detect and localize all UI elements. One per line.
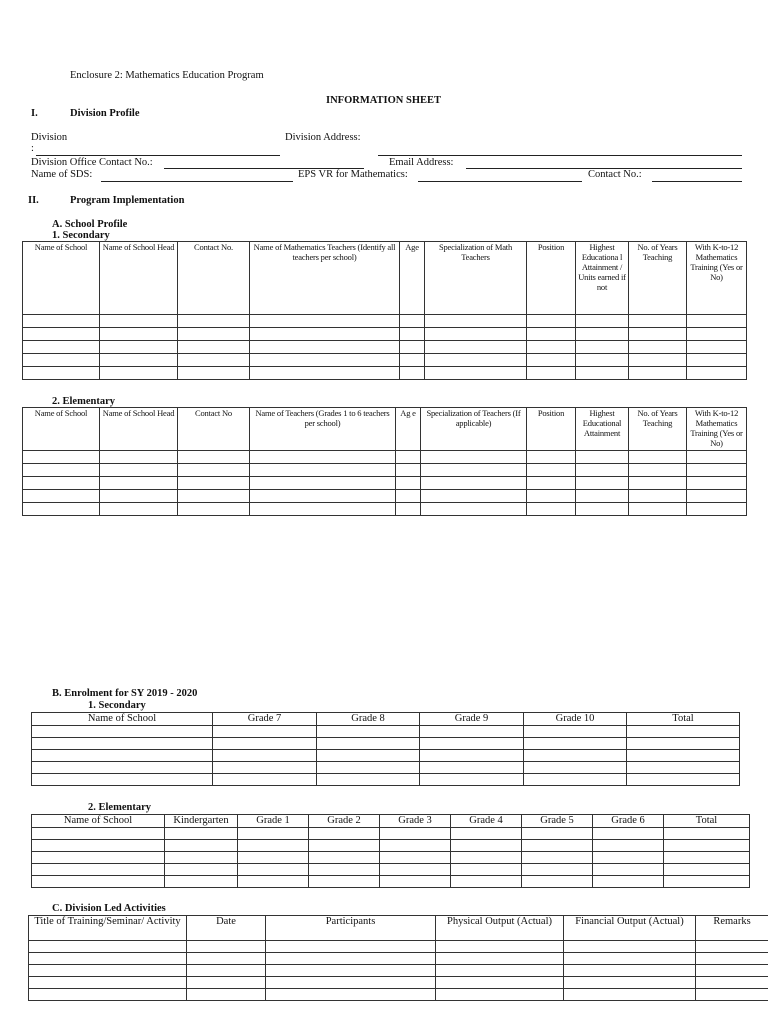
epsvr-label: EPS VR for Mathematics: <box>298 169 408 180</box>
contact-input-line[interactable] <box>652 181 742 182</box>
division-label: Division <box>31 132 68 143</box>
header-remarks: Remarks <box>696 916 768 941</box>
enrolment-elementary-table <box>31 814 750 888</box>
school-profile-title: A. School Profile <box>52 219 128 230</box>
header-k12-training: With K-to-12 Mathematics Training (Yes or No) <box>687 408 747 451</box>
table-row <box>23 451 747 464</box>
table-row <box>23 490 747 503</box>
header-physical-output: Physical Output (Actual) <box>436 916 564 941</box>
division-address-input-line[interactable] <box>378 155 742 156</box>
header-date: Date <box>187 916 266 941</box>
header-grade-4: Grade 4 <box>451 815 522 828</box>
header-grade-10: Grade 10 <box>524 713 627 726</box>
table-row <box>32 876 750 888</box>
header-grade-9: Grade 9 <box>420 713 524 726</box>
header-name-of-school: Name of School <box>23 242 100 315</box>
header-grade-5: Grade 5 <box>522 815 593 828</box>
enrolment-secondary-table <box>31 712 740 786</box>
header-highest-education: Highest Educational Attainment <box>576 408 629 451</box>
sds-input-line[interactable] <box>101 181 293 182</box>
enrolment-elementary-header-row <box>32 815 750 828</box>
header-age: Ag e <box>396 408 421 451</box>
table-row <box>32 864 750 876</box>
header-age: Age <box>400 242 425 315</box>
sds-label: Name of SDS: <box>31 169 93 180</box>
table-row <box>32 750 740 762</box>
table-row <box>23 315 747 328</box>
table-row <box>32 840 750 852</box>
header-grade-7: Grade 7 <box>213 713 317 726</box>
table-row <box>29 977 768 989</box>
epsvr-input-line[interactable] <box>418 181 582 182</box>
header-total: Total <box>627 713 740 726</box>
table-row <box>32 762 740 774</box>
office-contact-label: Division Office Contact No.: <box>31 157 153 168</box>
table-row <box>32 852 750 864</box>
activities-title: C. Division Led Activities <box>52 903 166 914</box>
table-row <box>23 464 747 477</box>
contact-label: Contact No.: <box>588 169 642 180</box>
table-row <box>29 941 768 953</box>
header-k12-training: With K-to-12 Mathematics Training (Yes or No) <box>687 242 747 315</box>
header-grade-2: Grade 2 <box>309 815 380 828</box>
table-row <box>23 477 747 490</box>
table-row <box>23 328 747 341</box>
division-input-line[interactable] <box>36 155 280 156</box>
enrolment-secondary-header-row <box>32 713 740 726</box>
header-name-of-school: Name of School <box>32 713 213 726</box>
header-participants: Participants <box>266 916 436 941</box>
header-position: Position <box>527 408 576 451</box>
header-kindergarten: Kindergarten <box>165 815 238 828</box>
activities-table <box>28 915 768 1001</box>
division-address-label: Division Address: <box>285 132 361 143</box>
table-row <box>32 738 740 750</box>
header-grade-3: Grade 3 <box>380 815 451 828</box>
header-position: Position <box>527 242 576 315</box>
document-title: INFORMATION SHEET <box>326 95 442 106</box>
email-label: Email Address: <box>389 157 454 168</box>
elementary-profile-table <box>22 407 747 516</box>
table-row <box>23 367 747 380</box>
header-school-head: Name of School Head <box>100 408 178 451</box>
header-grade-1: Grade 1 <box>238 815 309 828</box>
activities-header-row <box>29 916 768 941</box>
elementary-profile-header-row <box>23 408 747 451</box>
header-grade-8: Grade 8 <box>317 713 420 726</box>
header-years-teaching: No. of Years Teaching <box>629 408 687 451</box>
table-row <box>23 503 747 516</box>
table-row <box>23 354 747 367</box>
header-years-teaching: No. of Years Teaching <box>629 242 687 315</box>
secondary-profile-header-row <box>23 242 747 315</box>
header-title-of-training: Title of Training/Seminar/ Activity <box>29 916 187 941</box>
header-financial-output: Financial Output (Actual) <box>564 916 696 941</box>
header-name-of-school: Name of School <box>32 815 165 828</box>
table-row <box>29 965 768 977</box>
table-row <box>32 774 740 786</box>
header-highest-education: Highest Educationa l Attainment / Units earned if not <box>576 242 629 315</box>
table-row <box>32 828 750 840</box>
enrolment-elementary-title: 2. Elementary <box>88 802 151 813</box>
enrolment-secondary-title: 1. Secondary <box>88 700 146 711</box>
section-1-number: I. <box>31 108 38 119</box>
header-total: Total <box>664 815 750 828</box>
header-contact-no: Contact No <box>178 408 250 451</box>
header-math-teachers: Name of Mathematics Teachers (Identify all teachers per school) <box>250 242 400 315</box>
header-name-of-school: Name of School <box>23 408 100 451</box>
header-teachers: Name of Teachers (Grades 1 to 6 teachers per school) <box>250 408 396 451</box>
secondary-profile-title: 1. Secondary <box>52 230 110 241</box>
section-1-title: Division Profile <box>70 108 140 119</box>
header-specialization: Specialization of Teachers (If applicable) <box>421 408 527 451</box>
header-grade-6: Grade 6 <box>593 815 664 828</box>
table-row <box>29 989 768 1001</box>
enrolment-title: B. Enrolment for SY 2019 - 2020 <box>52 688 198 699</box>
header-contact-no: Contact No. <box>178 242 250 315</box>
secondary-profile-table <box>22 241 747 380</box>
section-2-number: II. <box>28 195 39 206</box>
division-colon: : <box>31 143 34 154</box>
header-specialization: Specialization of Math Teachers <box>425 242 527 315</box>
enclosure-label: Enclosure 2: Mathematics Education Program <box>70 70 264 81</box>
section-2-title: Program Implementation <box>70 195 185 206</box>
elementary-profile-title: 2. Elementary <box>52 396 115 407</box>
table-row <box>23 341 747 354</box>
table-row <box>29 953 768 965</box>
header-school-head: Name of School Head <box>100 242 178 315</box>
table-row <box>32 726 740 738</box>
